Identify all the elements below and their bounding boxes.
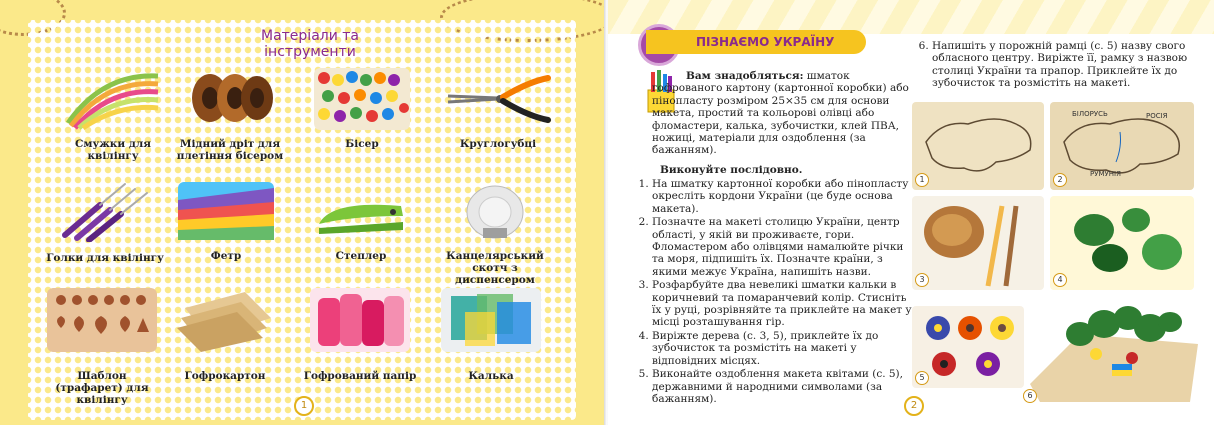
- intro-text: шматок гофрованого картону (картонної коробки) або пінопласту розміром 25×35 см для основи макета, простий та кольорові олівці або фломастери, калька, зубочистки, клей ПВА, ножиці, матеріали для оздоблення (за бажанням).: [652, 70, 909, 157]
- item-pliers: [438, 68, 558, 150]
- photo-number: 5: [915, 371, 929, 385]
- step-1: 1. На шматку картонної коробки або пінопласту окресліть кордони України (це буде основа макета).: [652, 178, 914, 215]
- steps-heading: Виконуйте послідовно.: [660, 164, 803, 176]
- item-crepe-paper: [300, 288, 420, 382]
- photo-3: [912, 196, 1044, 290]
- steps-list: [636, 178, 914, 406]
- item-label: Круглогубці: [459, 138, 537, 150]
- photo-number: 1: [915, 173, 929, 187]
- item-label: Степлер: [335, 250, 387, 262]
- corrugated-cardboard-image: [175, 288, 275, 352]
- beads-image: [314, 68, 410, 130]
- photo-1: [912, 102, 1044, 190]
- copper-wire-image: [185, 68, 275, 130]
- item-label: Гофрокартон: [184, 370, 266, 382]
- item-tracing-paper: [436, 288, 546, 382]
- item-quilling-template: [42, 288, 162, 406]
- item-quilling-needles: [40, 180, 170, 264]
- item-quilling-strips: [58, 68, 168, 162]
- item-felt: [176, 180, 276, 262]
- pliers-image: [443, 68, 553, 130]
- item-label: Фетр: [210, 250, 242, 262]
- finished-model-image: [1020, 294, 1206, 406]
- step-2: 2. Позначте на макеті столицю України, центр області, у якій ви проживаєте, гори. Фломастером або олівцями намалюйте річки та моря, підпишіть їх. Позначте країни, з якими межує Україна, напишіть назви.: [652, 216, 914, 278]
- item-tape-dispenser: [420, 180, 570, 286]
- item-label: Голки для квілінгу: [46, 252, 164, 264]
- map-label-romania: РУМУНІЯ: [1090, 170, 1121, 178]
- photo-6: [1020, 294, 1206, 406]
- photo-4: [1050, 196, 1194, 290]
- step-6: 6. Напишіть у порожній рамці (с. 5) назву свого обласного центру. Виріжте її, рамку з назвою столиці України та прапор. Приклейте їх до зубочисток та розмістіть на макеті.: [932, 40, 1204, 90]
- section-banner: ПІЗНАЄМО УКРАЇНУ: [646, 30, 866, 54]
- photo-2: [1050, 102, 1194, 190]
- item-copper-wire: [170, 68, 290, 162]
- step-6-paragraph: [918, 40, 1204, 91]
- item-label: Калька: [468, 370, 514, 382]
- item-label: Смужки для квілінгу: [75, 138, 151, 162]
- item-corrugated-cardboard: [170, 288, 280, 382]
- step-5: 5. Виконайте оздоблення макета квітами (с. 5), державними й народними символами (за бажанням).: [652, 368, 914, 405]
- right-page: [608, 0, 1214, 425]
- labeled-map-image: [1050, 102, 1194, 190]
- quilling-template-image: [47, 288, 157, 352]
- photo-5: [912, 306, 1024, 388]
- photo-number: 4: [1053, 273, 1067, 287]
- felt-image: [176, 180, 276, 242]
- page-number: 1: [294, 396, 314, 416]
- crumpled-paper-image: [912, 196, 1044, 290]
- item-label: Шаблон (трафарет) для квілінгу: [55, 370, 149, 406]
- item-label: Гофрований папір: [303, 370, 417, 382]
- quilling-needles-image: [55, 180, 155, 242]
- paper-trees-image: [1050, 196, 1194, 290]
- photo-number: 2: [1053, 173, 1067, 187]
- item-label: Канцелярський скотч з диспенсером: [446, 250, 544, 286]
- tracing-paper-image: [441, 288, 541, 352]
- item-beads: [312, 68, 412, 150]
- intro-bold: Вам знадобляться:: [686, 70, 804, 82]
- page-title: Матеріали та інструменти: [260, 28, 359, 60]
- left-page: [0, 0, 606, 425]
- stapler-image: [311, 180, 411, 242]
- map-label-russia: РОСІЯ: [1146, 112, 1168, 120]
- item-stapler: [306, 180, 416, 262]
- page-number: 2: [904, 396, 924, 416]
- photo-number: 3: [915, 273, 929, 287]
- item-label: Мідний дріт для плетіння бісером: [176, 138, 284, 162]
- map-label-belarus: БІЛОРУСЬ: [1072, 110, 1108, 118]
- item-label: Бісер: [345, 138, 379, 150]
- map-outline-image: [912, 102, 1044, 190]
- tape-dispenser-image: [455, 180, 535, 242]
- intro-paragraph: [652, 70, 914, 157]
- top-stripes: [608, 0, 1214, 34]
- step-3: 3. Розфарбуйте два невеликі шматки кальки в коричневий та помаранчевий колір. Стисніть їх у руці, розрівняйте та приклейте на макет у місці розташування гір.: [652, 279, 914, 329]
- step-4: 4. Виріжте дерева (с. 3, 5), приклейте їх до зубочисток та розмістіть на макеті у відповідних місцях.: [652, 330, 914, 367]
- photo-number: 6: [1023, 389, 1037, 403]
- quilling-strips-image: [63, 68, 163, 130]
- crepe-paper-image: [310, 288, 410, 352]
